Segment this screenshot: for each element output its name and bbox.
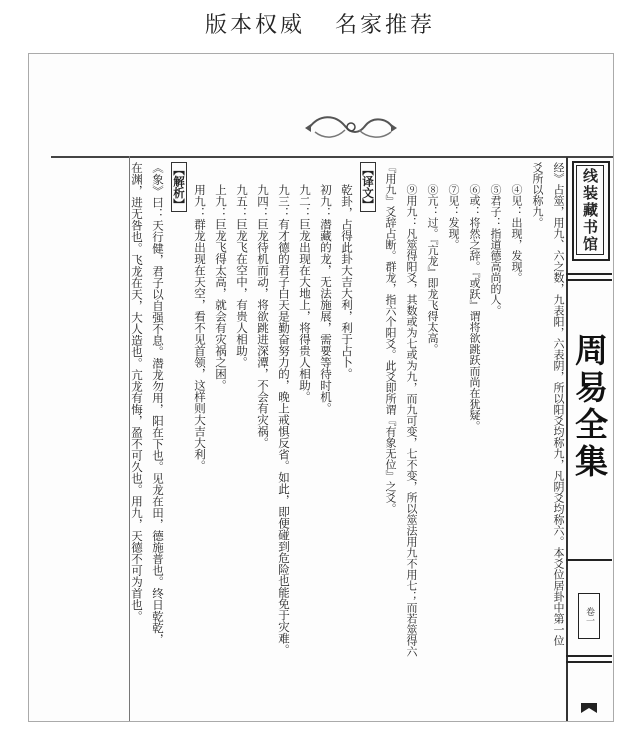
text-column: 乾卦，占得此卦大吉大利，利于占卜。: [340, 184, 354, 380]
vertical-text-body: [130, 162, 567, 714]
section-heading-translation: 【译文】: [361, 164, 375, 210]
text-column: 经》占筮，用九、六之数，九表阳，六表阴，所以阳爻均称九，凡阴爻均称六。本爻位居卦中第一位: [552, 162, 565, 646]
section-heading-analysis: 【解析】: [172, 164, 186, 210]
text-column: 『用九』爻辞占断。群龙，指六个阳爻。此爻即所谓『有象无位』之爻。: [384, 162, 397, 514]
dragon-ornament-icon: [301, 110, 401, 144]
text-column: 初九：潜藏的龙，无法施展，需要等待时机。: [319, 184, 333, 414]
text-column: 九五：巨龙飞在空中，有贵人相助。: [235, 184, 249, 368]
book-spine: [566, 157, 612, 721]
text-column: 九三：有才德的君子白天是勤奋努力的，晚上戒惧反省。如此，即便碰到危险也能免于灾难。: [277, 184, 291, 656]
seal-stamp-icon: 线装藏书馆: [572, 161, 610, 261]
text-column: 用九：群龙出现在天空，看不见首领，这样则大吉大利。: [193, 184, 207, 472]
text-column: 九四：巨龙待机而动，将欲跳进深潭，不会有灾祸。: [256, 184, 270, 449]
headline-right: 名家推荐: [335, 13, 436, 38]
text-column: ⑦见：发现。: [447, 184, 460, 250]
volume-label: 卷一: [578, 593, 600, 639]
headline-left: 版本权威: [204, 13, 305, 38]
text-column: 《象》曰：天行健，君子以自强不息。潜龙勿用，阳在下也。见龙在田，德施普也。终日乾乾，: [151, 162, 165, 645]
text-column: ⑨用九：凡筮得阳爻，其数或为七或为九，而九可变，七不变，所以筮法用九不用七；而若筮得六: [405, 184, 418, 657]
text-column: ④见：出现，发现。: [510, 184, 523, 283]
text-column: 爻所以称九。: [531, 162, 544, 228]
text-column: 在渊，进无咎也。飞龙在天，大人造也。亢龙有悔，盈不可久也。用九，天德不可为首也。: [130, 162, 144, 622]
top-rule: [51, 156, 613, 158]
text-column: ⑤君子：指道德高尚的人。: [489, 184, 502, 316]
book-title: 周易全集: [570, 333, 609, 481]
headline: [0, 8, 640, 39]
text-column: ⑥或：将然之辞。『或跃』谓将欲跳跃而尚在犹疑。: [468, 184, 481, 432]
text-column: 九二：巨龙出现在大地上，将得贵人相助。: [298, 184, 312, 403]
text-column: ⑧亢：过。『亢龙』即龙飞得太高。: [426, 184, 439, 355]
fish-tail-mark-icon: [580, 702, 598, 714]
text-column: 上九：巨龙飞得太高，就会有灾祸之困。: [214, 184, 228, 391]
book-page: [28, 53, 614, 722]
